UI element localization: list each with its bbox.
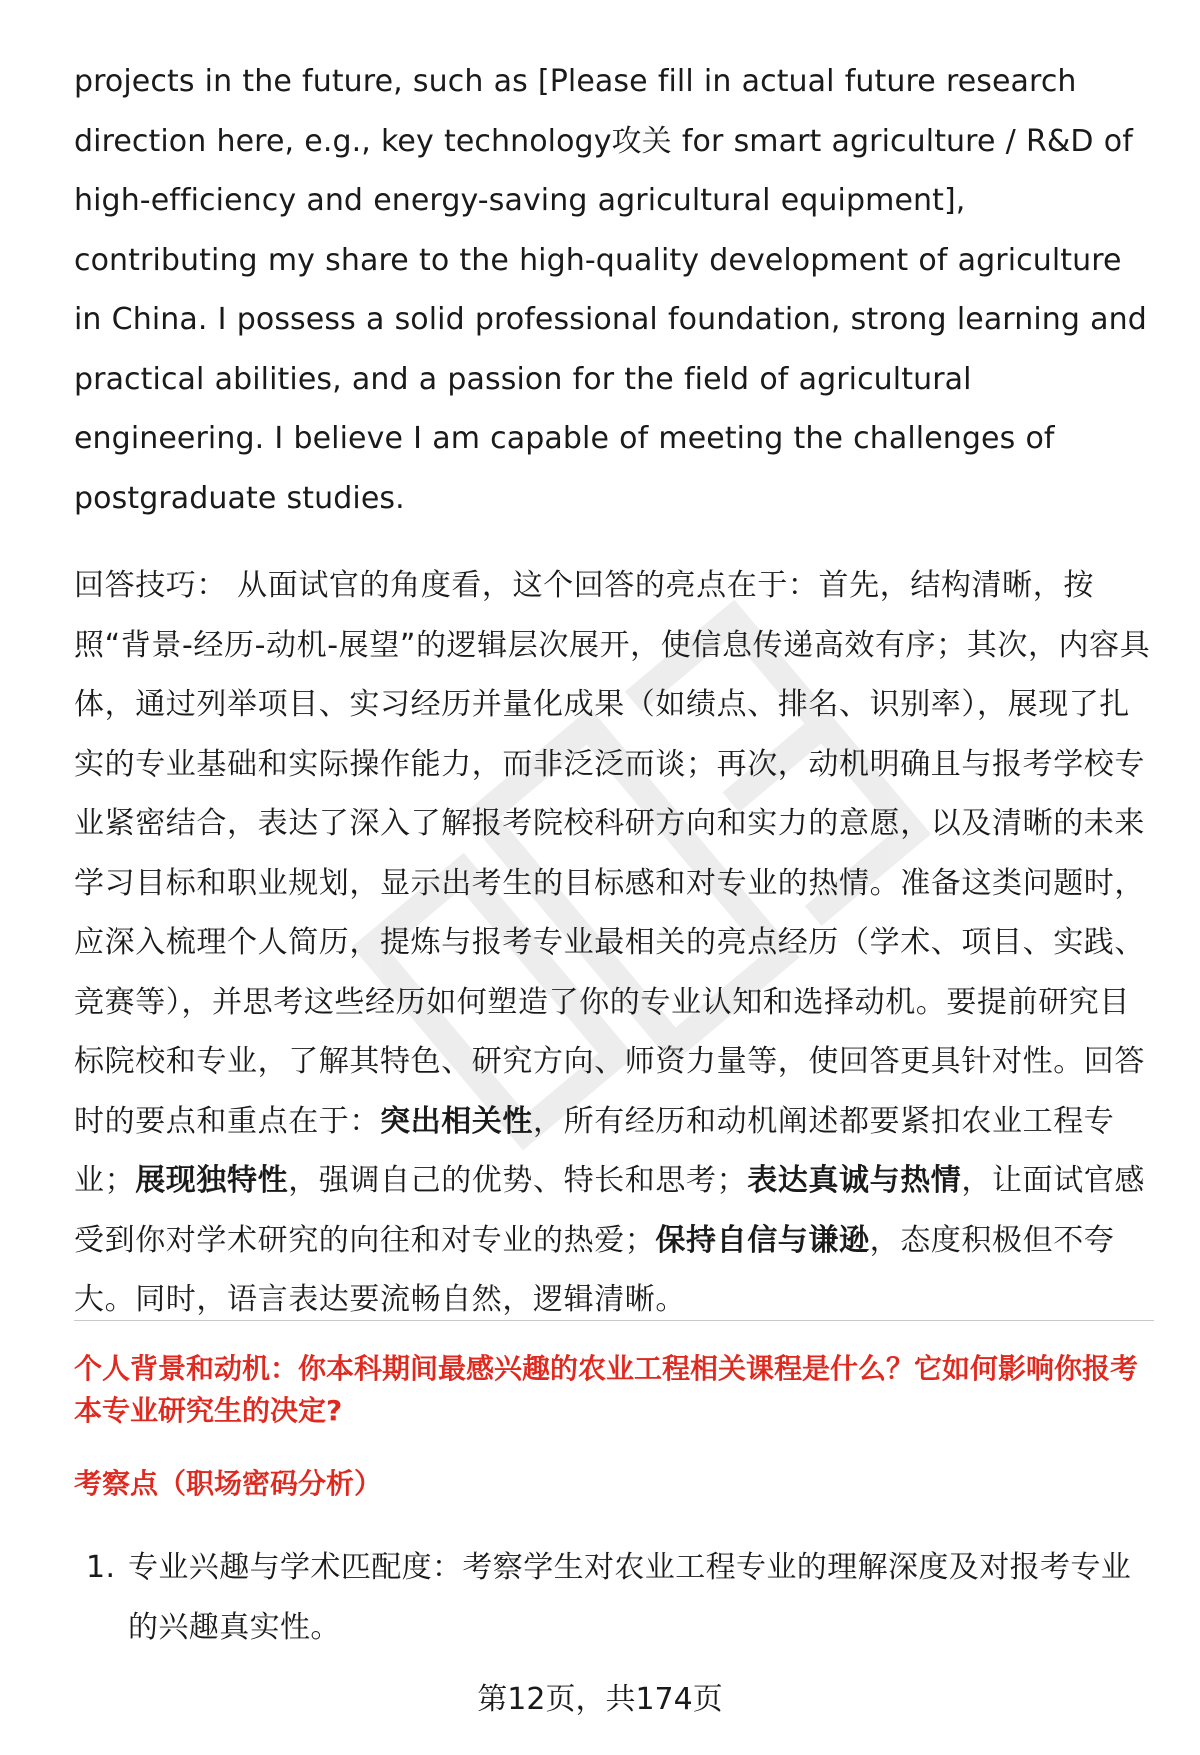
tips-bold-confidence: 保持自信与谦逊 — [655, 1222, 870, 1258]
list-item-number: 1. — [86, 1550, 116, 1585]
tips-bold-uniqueness: 展现独特性 — [135, 1163, 289, 1198]
list-item — [86, 1538, 1154, 1658]
tips-text: ，强调自己的优势、特长和思考； — [288, 1163, 748, 1198]
section-divider — [74, 1320, 1154, 1321]
tips-text: ，让面试官感受到你对学术研究的向往和对专业的热爱； — [74, 1163, 1146, 1258]
tips-text: ，所有经历和动机阐述都要紧扣农业工程专业； — [74, 1103, 1115, 1198]
tips-text: 回答技巧： 从面试官的角度看，这个回答的亮点在于：首先，结构清晰，按照“背景-经历-动机-展望”的逻辑层次展开，使信息传递高效有序；其次，内容具体，通过列举项目、实习经历并量化成果（如绩点、排名、识别率），展现了扎实的专业基础和实际操作能力，而非泛泛而谈；再次，动机明确且与报考学校专业紧密结合，表达了深入了解报考院校科研方向和实力的意愿，以及清晰的未来学习目标和职业规划，显示出考生的目标感和对专业的热情。准备这类问题时，应深入梳理个人简历，提炼与报考专业最相关的亮点经历（学术、项目、实践、竞赛等），并思考这些经历如何塑造了你的专业认知和选择动机。要提前研究目标院校和专业，了解其特色、研究方向、师资力量等，使回答更具针对性。回答时的要点和重点在于： — [74, 568, 1151, 1139]
page-content — [74, 52, 1154, 1330]
answer-tips-paragraph — [74, 556, 1154, 1330]
evaluation-points-list — [86, 1538, 1154, 1658]
tips-bold-relevance: 突出相关性 — [380, 1103, 533, 1139]
section-heading: 考察点（职场密码分析） — [74, 1467, 383, 1500]
tips-text: ，态度积极但不夸大。同时，语言表达要流畅自然，逻辑清晰。 — [74, 1222, 1115, 1317]
page-footer: 第12页，共174页 — [477, 1682, 723, 1717]
list-item-text: 专业兴趣与学术匹配度：考察学生对农业工程专业的理解深度及对报考专业的兴趣真实性。 — [128, 1550, 1132, 1645]
interview-question: 个人背景和动机：你本科期间最感兴趣的农业工程相关课程是什么？它如何影响你报考本专业研究生的决定? — [74, 1352, 1139, 1427]
answer-paragraph-english: projects in the future, such as [Please fill in actual future research direction here, e.g., key technology攻关 for smart agriculture / R&D of high-efficiency and energy-saving agricultural equipment], contributing my share to the high-quality development of agriculture in China. I possess a solid professional foundation, strong learning and practical abilities, and a passion for the field of agricultural engineering. I believe I am capable of meeting the challenges of postgraduate studies. — [74, 64, 1147, 516]
tips-bold-sincerity: 表达真诚与热情 — [747, 1163, 962, 1198]
